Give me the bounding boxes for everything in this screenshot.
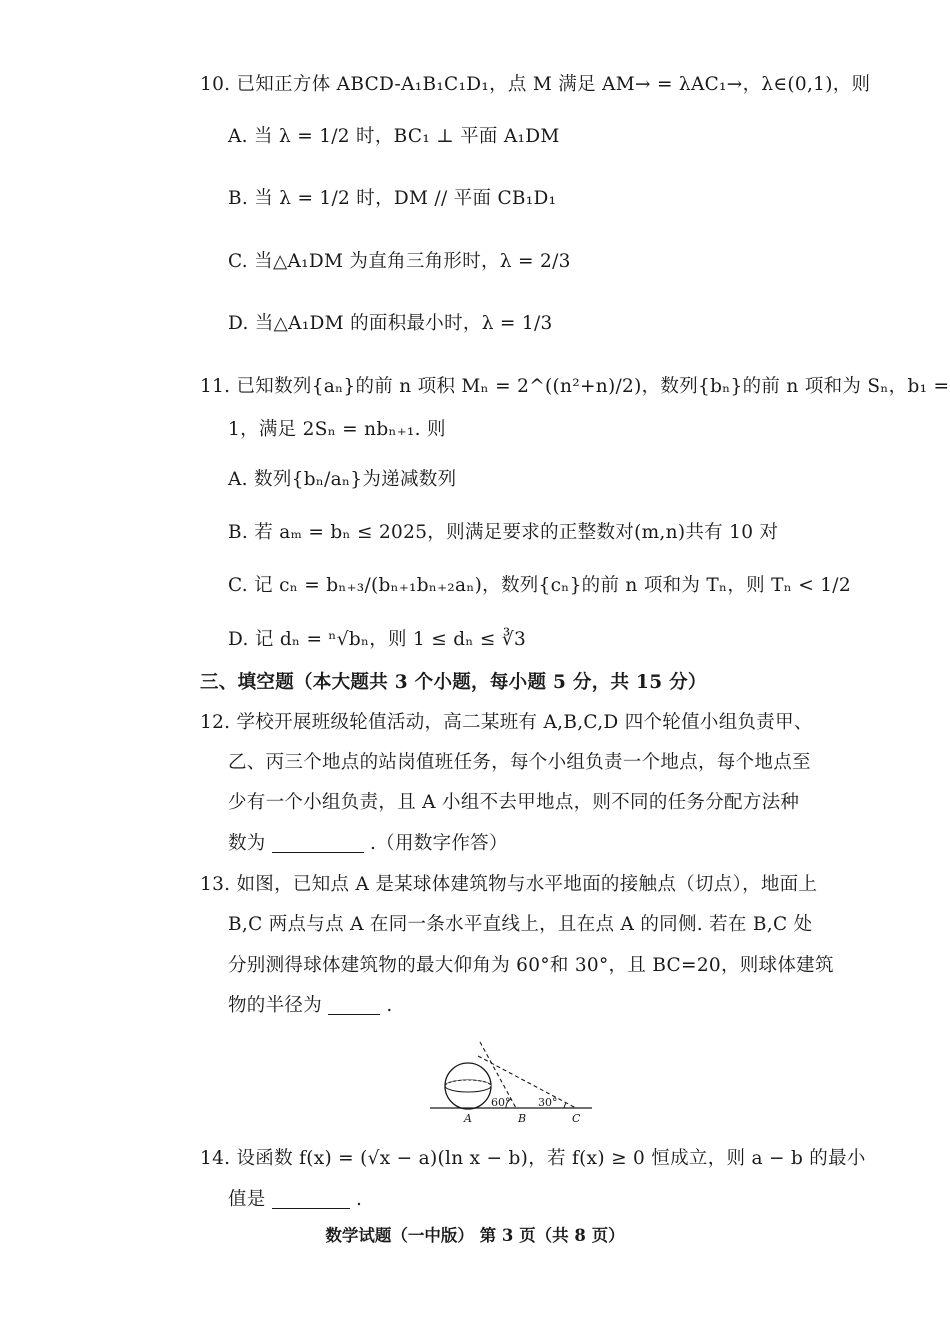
q13-answer-blank[interactable] [328,994,380,1015]
q11-option-b: B. 若 aₘ = bₙ ≤ 2025，则满足要求的正整数对(m,n)共有 10 对 [228,522,779,543]
q11-option-d: D. 记 dₙ = ⁿ√bₙ，则 1 ≤ dₙ ≤ ∛3 [228,629,527,650]
q13-line1: 13. 如图，已知点 A 是某球体建筑物与水平地面的接触点（切点），地面上 [200,874,818,895]
angle-label-c: 30° [538,1096,558,1109]
q12-line3: 少有一个小组负责，且 A 小组不去甲地点，则不同的任务分配方法种 [228,792,800,813]
q10-option-b: B. 当 λ = 1/2 时，DM // 平面 CB₁D₁ [228,188,557,209]
q14-prefix: 值是 [228,1189,266,1210]
q10-stem: 10. 已知正方体 ABCD-A₁B₁C₁D₁，点 M 满足 AM→ = λAC₁→，λ∈(0,1)，则 [200,74,871,95]
q12-line1: 12. 学校开展班级轮值活动，高二某班有 A,B,C,D 四个轮值小组负责甲、 [200,712,813,733]
q13-suffix: . [386,995,393,1016]
q14-line2 [228,1187,362,1213]
q12-suffix: .（用数字作答） [369,833,508,854]
q13-prefix: 物的半径为 [228,995,323,1016]
section-title-fill-in: 三、填空题（本大题共 3 个小题，每小题 5 分，共 15 分） [200,672,707,693]
point-label-a: A [464,1112,472,1125]
q13-line2: B,C 两点与点 A 在同一条水平直线上，且在点 A 的同侧. 若在 B,C 处 [228,914,813,935]
q10-option-d: D. 当△A₁DM 的面积最小时，λ = 1/3 [228,313,553,334]
q11-stem-line2: 1，满足 2Sₙ = nbₙ₊₁. 则 [228,419,446,440]
q14-suffix: . [355,1189,363,1210]
point-label-c: C [572,1112,581,1125]
q12-line2: 乙、丙三个地点的站岗值班任务，每个小组负责一个地点，每个地点至 [228,752,811,773]
sphere-elevation-figure [428,1040,598,1126]
q11-option-c: C. 记 cₙ = bₙ₊₃/(bₙ₊₁bₙ₊₂aₙ)，数列{cₙ}的前 n 项和为 Tₙ，则 Tₙ < 1/2 [228,575,851,596]
q11-stem-line1: 11. 已知数列{aₙ}的前 n 项积 Mₙ = 2^((n²+n)/2)，数列{bₙ}的前 n 项和为 Sₙ，b₁ = [200,376,950,397]
q13-line4 [228,993,393,1019]
q10-option-a: A. 当 λ = 1/2 时，BC₁ ⊥ 平面 A₁DM [228,126,560,147]
page-footer: 数学试题（一中版） 第 3 页（共 8 页） [325,1226,625,1245]
q10-option-c: C. 当△A₁DM 为直角三角形时，λ = 2/3 [228,251,571,272]
q12-prefix: 数为 [228,833,266,854]
q12-line4 [228,831,508,857]
angle-arc-c [564,1103,566,1108]
point-label-b: B [518,1112,527,1125]
q14-answer-blank[interactable] [272,1188,350,1209]
q14-line1: 14. 设函数 f(x) = (√x − a)(ln x − b)，若 f(x) ≥ 0 恒成立，则 a − b 的最小 [200,1148,866,1169]
q13-line3: 分别测得球体建筑物的最大仰角为 60°和 30°，且 BC=20，则球体建筑 [228,955,834,976]
q12-answer-blank[interactable] [272,832,364,853]
q11-option-a: A. 数列{bₙ/aₙ}为递减数列 [228,469,457,490]
angle-label-b: 60° [491,1096,511,1109]
